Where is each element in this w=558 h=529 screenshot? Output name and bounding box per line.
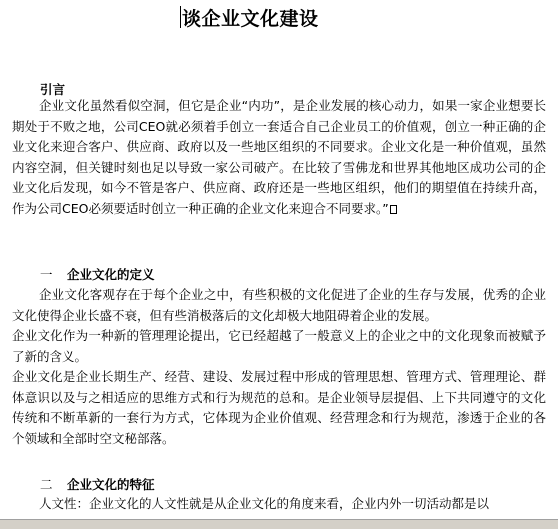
section2-number: 二 (40, 477, 53, 492)
section2-paragraph: 人文性：企业文化的人文性就是从企业文化的角度来看，企业内外一切活动都是以 (39, 496, 490, 511)
horizontal-scrollbar[interactable] (0, 519, 558, 529)
section1-paragraph-2: 企业文化作为一种新的管理理论提出，它已经超越了一般意义上的企业之中的文化现象而被赋予了新的含义。 (12, 328, 546, 364)
section2-heading (40, 475, 155, 493)
section1-paragraph-1: 企业文化客观存在于每个企业之中，有些积极的文化促进了企业的生存与发展，优秀的企业文化使得企业长盛不衰，但有些消极落后的文化却极大地阻碍着企业的发展。 (12, 287, 546, 323)
paragraph-mark-icon (390, 205, 397, 214)
document-title: 谈企业文化建设 (182, 8, 319, 30)
intro-heading: 引言 (40, 82, 66, 97)
intro-paragraph-text: 企业文化虽然看似空洞，但它是企业“内功”，是企业发展的核心动力，如果一家企业想要长期处于不败之地，公司CEO就必须着手创立一套适合自己企业员工的价值观，创立一种正确的企业文化来迎合客户、供应商、政府以及一些地区组织的不同要求。企业文化是一种价值观，虽然内容空洞，但关键时刻也足以导致一家公司破产。在比较了雪佛龙和世界其他地区成功公司的企业文化后发现，如今不管是客户、供应商、政府还是一些地区组织，他们的期望值在持续升高，作为公司CEO必须要适时创立一种正确的企业文化来迎合不同要求。” (12, 98, 546, 216)
intro-paragraph (12, 96, 546, 219)
section1-title: 企业文化的定义 (67, 267, 155, 282)
section1-paragraph-3: 企业文化是企业长期生产、经营、建设、发展过程中形成的管理思想、管理方式、管理理论、群体意识以及与之相适应的思维方式和行为规范的总和。是企业领导层提倡、上下共同遵守的文化传统和不断革新的一套行为方式，它体现为企业价值观、经营理念和行为规范，渗透于企业的各个领域和全部时空文秘部落。 (12, 369, 546, 446)
text-cursor (180, 6, 181, 28)
section2-body (12, 494, 546, 515)
intro-section (12, 96, 546, 219)
section1-number: 一 (40, 267, 53, 282)
section1-heading (40, 265, 155, 283)
section1-body (12, 285, 546, 449)
section2-title: 企业文化的特征 (67, 477, 155, 492)
